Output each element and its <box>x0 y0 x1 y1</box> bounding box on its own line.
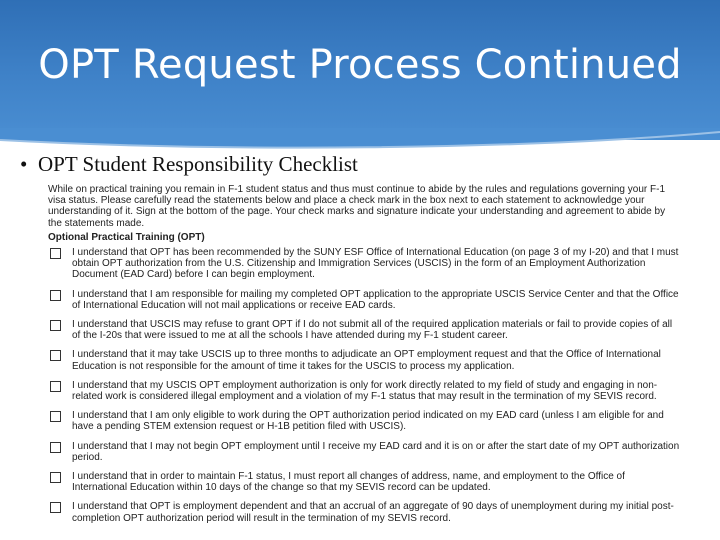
checklist-item-text: I understand that I may not begin OPT employment until I receive my EAD card and it is on or after the start date of my OPT authorization period. <box>72 440 680 463</box>
checklist-item-text: I understand that OPT is employment dependent and that an accrual of an aggregate of 90 days of unemployment during my initial post-completion OPT authorization period will result in the termination of my SEVIS record. <box>72 501 674 524</box>
intro-paragraph: While on practical training you remain in F-1 student status and thus must continue to abide by the rules and regulations governing your F-1 visa status. Please carefully read the statements below and place a check mark in the box next to each statement to acknowledge your understanding of it. Sign at the bottom of the page. Your check marks and signature indicate your understanding and agreement to abide by the statements made. <box>48 184 666 229</box>
checklist-item-text: I understand that my USCIS OPT employment authorization is only for work directly related to my field of study and engaging in non-related work is considered illegal employment and a violation of my F-1 status that may result in the termination of my SEVIS record. <box>72 379 658 403</box>
checkbox[interactable] <box>50 442 61 453</box>
checkbox[interactable] <box>50 411 61 422</box>
checklist-item <box>48 319 680 341</box>
checkbox[interactable] <box>50 502 61 513</box>
bullet-heading <box>20 152 358 177</box>
checklist-document <box>48 184 680 532</box>
checklist-item-text: I understand that I am responsible for mailing my completed OPT application to the appropriate USCIS Service Center and that the Office of International Education will not mail applications or receive EAD cards. <box>72 288 679 311</box>
checklist-item-text: I understand that I am only eligible to work during the OPT authorization period indicated on my EAD card (unless I am eligible for and have a pending STEM extension request or H-1B petition filed with USCIS). <box>72 410 664 433</box>
checkbox[interactable] <box>50 472 61 483</box>
slide-title: OPT Request Process Continued <box>38 42 682 88</box>
bullet-dot: • <box>20 152 28 176</box>
bullet-text: OPT Student Responsibility Checklist <box>38 152 358 176</box>
checkbox[interactable] <box>50 320 61 331</box>
checkbox[interactable] <box>50 381 61 392</box>
section-heading: Optional Practical Training (OPT) <box>48 231 205 243</box>
checklist-item <box>48 247 680 281</box>
checklist-item <box>48 349 680 371</box>
checklist-item <box>48 410 680 432</box>
checklist-item <box>48 501 680 523</box>
checklist-item <box>48 289 680 311</box>
checklist-item <box>48 441 680 463</box>
checklist-item <box>48 471 680 493</box>
checklist-item <box>48 380 680 402</box>
checklist-item-text: I understand that OPT has been recommended by the SUNY ESF Office of International Education (on page 3 of my I-20) and that I must obtain OPT authorization from the U.S. Citizenship and Immigration Services (USCIS) in the form of an Employment Authorization Document (EAD Card) before I can begin employment. <box>72 247 679 281</box>
checkbox[interactable] <box>50 290 61 301</box>
checkbox[interactable] <box>50 350 61 361</box>
checklist-item-text: I understand that it may take USCIS up to three months to adjudicate an OPT employment request and that the Office of International Education is not responsible for the amount of time it takes for the USCIS to process my application. <box>72 349 661 372</box>
checklist-item-text: I understand that USCIS may refuse to grant OPT if I do not submit all of the required application materials or fail to provide copies of all of the I-20s that were issued to me at all the schools I have attended during my F-1 student career. <box>72 319 673 342</box>
banner-wave <box>0 128 720 154</box>
checkbox[interactable] <box>50 248 61 259</box>
checklist-item-text: I understand that in order to maintain F-1 status, I must report all changes of address, name, and employment to the Office of International Education within 10 days of the change so that my SEVIS record can be updated. <box>72 471 625 494</box>
